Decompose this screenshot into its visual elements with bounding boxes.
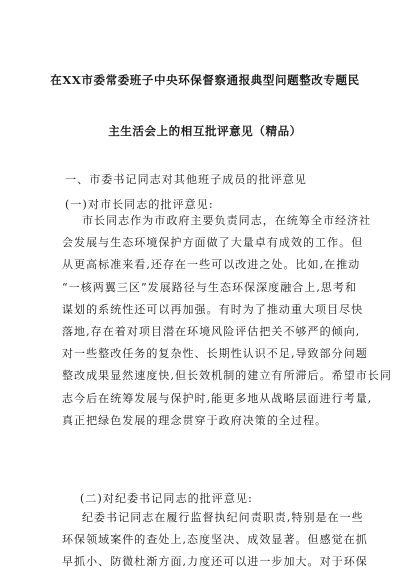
paragraph-line: 环保领域案件的查处上,态度坚决、成效显著。但感觉在抓	[62, 533, 368, 547]
paragraph-line: 落地,存在着对项目潜在环境风险评估把关不够严的倾向,	[62, 324, 361, 338]
paragraph-line: 从更高标准来看,还存在一些可以改进之处。比如,在推动	[62, 258, 361, 272]
paragraph-line: 志今后在统筹发展与保护时,能更多地从战略层面进行考量,	[62, 391, 373, 405]
paragraph-line: 对一些整改任务的复杂性、长期性认识不足,导致部分问题	[62, 347, 368, 361]
section-heading: 一、市委书记同志对其他班子成员的批评意见	[65, 173, 307, 186]
document-title-line-1: 在XX市委常委班子中央环保督察通报典型问题整改专题民	[50, 73, 360, 87]
paragraph-mayor	[62, 210, 392, 432]
sub-heading-mayor: (一)对市长同志的批评意见:	[65, 198, 214, 211]
paragraph-line: 纪委书记同志在履行监督执纪问责职责,特别是在一些	[82, 511, 364, 524]
paragraph-line: 市长同志作为市政府主要负责同志，在统筹全市经济社	[82, 214, 372, 227]
paragraph-line: “一核两翼三区”发展路径与生态环保深度融合上,思考和	[62, 280, 358, 294]
document-title-line-2: 主生活会上的相互批评意见（精品）	[108, 124, 302, 138]
sub-heading-discipline-secretary: (二)对纪委书记同志的批评意见:	[80, 492, 253, 505]
paragraph-line: 早抓小、防微杜渐方面,力度还可以进一步加大。对于环保	[62, 555, 368, 569]
paragraph-line: 谋划的系统性还可以再加强。有时为了推动重大项目尽快	[62, 302, 364, 316]
paragraph-line: 整改成果显然速度快,但长效机制的建立有所滞后。希望市长同	[62, 369, 392, 383]
paragraph-line: 真正把绿色发展的理念贯穿于政府决策的全过程。	[62, 413, 328, 427]
paragraph-discipline-secretary	[62, 507, 368, 574]
paragraph-line: 会发展与生态环境保护方面做了大量卓有成效的工作。但	[62, 236, 364, 250]
